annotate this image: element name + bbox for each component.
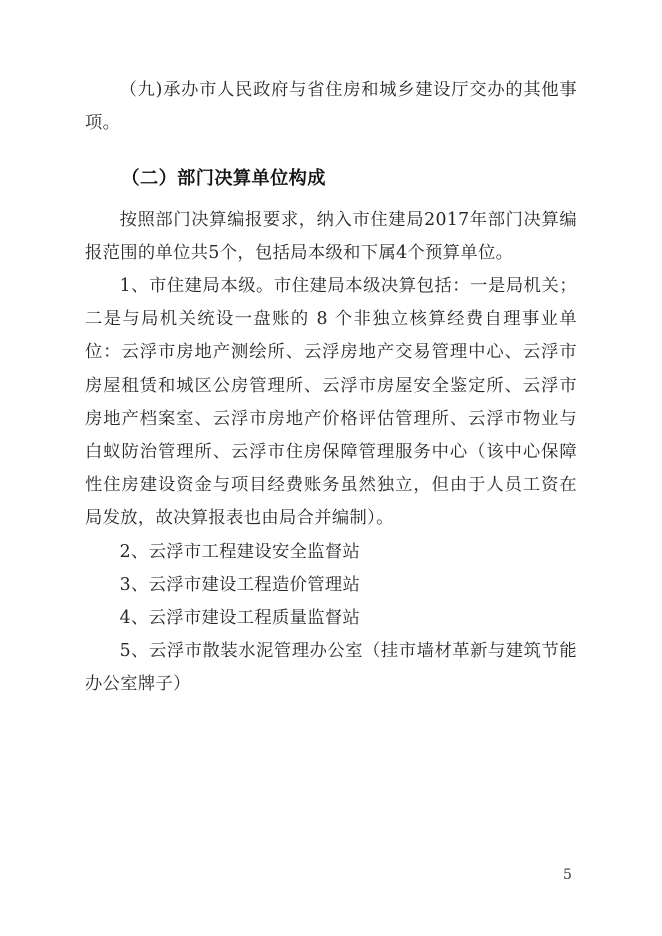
list-item: 2、云浮市工程建设安全监督站 <box>119 541 361 562</box>
list-item: 1、市住建局本级。市住建局本级决算包括：一是局机关；二是与局机关统设一盘账的 8 个非独立核算经费自理事业单位：云浮市房地产测绘所、云浮房地产交易管理中心、云浮市房屋租赁和城区公房管理所、云浮市房屋安全鉴定所、云浮市房地产档案室、云浮市房地产价格评估管理所、云浮市物业与白蚁防治管理所、云浮市住房保障管理服务中心（该中心保障性住房建设资金与项目经费账务虽然独立，但由于人员工资在局发放，故决算报表也由局合并编制）。 <box>85 276 577 529</box>
section-heading: （二）部门决算单位构成 <box>121 168 326 190</box>
continued-paragraph: （九)承办市人民政府与省住房和城乡建设厅交办的其他事项。 <box>85 80 577 134</box>
list-item: 3、云浮市建设工程造价管理站 <box>119 574 361 595</box>
list-item: 5、云浮市散装水泥管理办公室（挂市墙材革新与建筑节能办公室牌子） <box>85 641 577 695</box>
page-number: 5 <box>563 867 572 883</box>
spacer-before-heading <box>85 140 577 162</box>
intro-paragraph: 按照部门决算编报要求，纳入市住建局2017年部门决算编报范围的单位共5个，包括局本级和下属4个预算单位。 <box>85 209 577 263</box>
spacer-after-heading <box>85 196 577 204</box>
list-item: 4、云浮市建设工程质量监督站 <box>119 608 361 629</box>
page-content <box>85 74 577 702</box>
